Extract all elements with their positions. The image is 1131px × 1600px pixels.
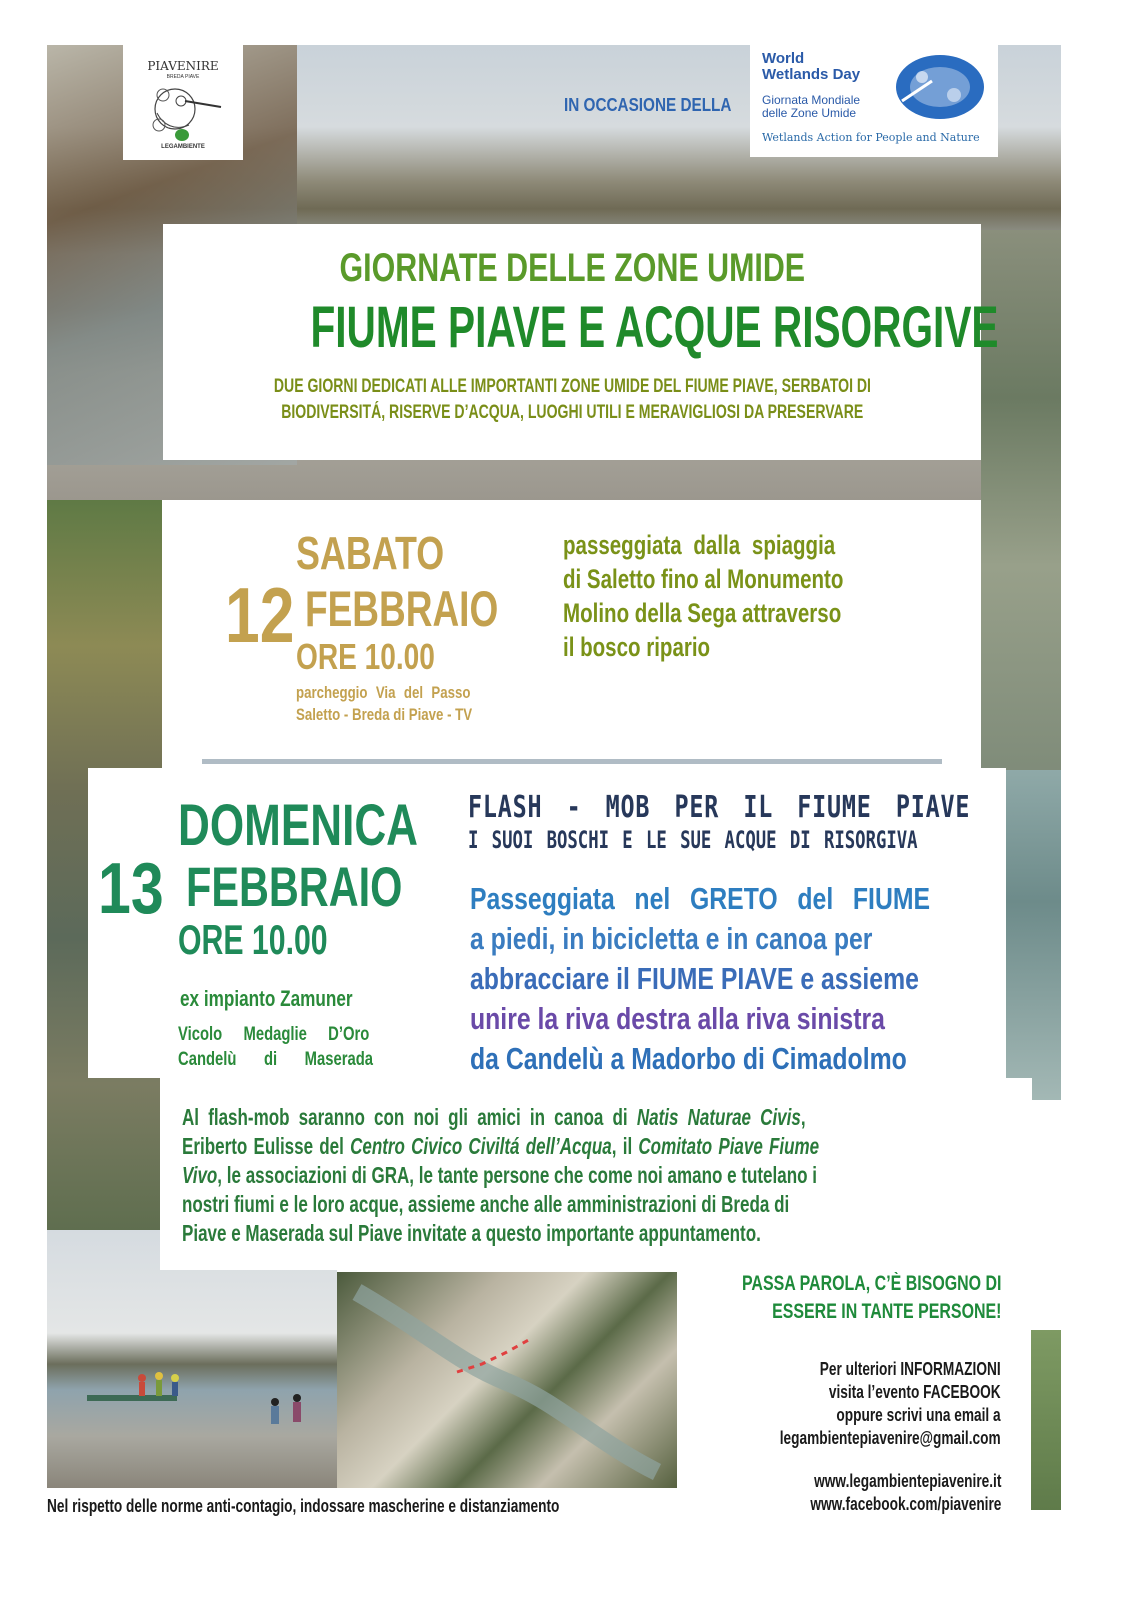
- saturday-desc-4: il bosco ripario: [563, 632, 711, 662]
- wwd-tagline: Wetlands Action for People and Nature: [762, 131, 980, 144]
- sunday-place-3: Candelù di Maserada: [178, 1049, 374, 1070]
- flashmob-title-1: FLASH - MOB PER IL FIUME PIAVE: [468, 790, 971, 825]
- event-subtitle-1: DUE GIORNI DEDICATI ALLE IMPORTANTI ZONE UMIDE DEL FIUME PIAVE, SERBATOI DI: [273, 376, 871, 397]
- world-wetlands-day-logo: [750, 45, 998, 157]
- flashmob-title-2: I SUOI BOSCHI E LE SUE ACQUE DI RISORGIVA: [468, 826, 918, 854]
- section-divider: [202, 759, 942, 764]
- event-title-2: FIUME PIAVE E ACQUE RISORGIVE: [310, 295, 999, 360]
- info-line-1: [780, 1358, 1001, 1381]
- info-2a: visita l’evento: [829, 1382, 924, 1402]
- desc-1c: ,: [800, 1104, 806, 1130]
- contact-email[interactable]: legambientepiavenire@gmail.com: [780, 1428, 1001, 1448]
- sunday-panel: [88, 768, 1006, 1078]
- title-panel: [163, 224, 999, 460]
- piavenire-logo: [123, 45, 243, 160]
- walk-line-5: da Candelù a Madorbo di Cimadolmo: [470, 1041, 907, 1076]
- saturday-day: SABATO: [296, 527, 445, 579]
- aerial-map-photo: [337, 1272, 677, 1488]
- links-wrap: [750, 1470, 1001, 1516]
- callout-wrap: [660, 1270, 1001, 1326]
- natis-naturae-civis: Natis Naturae Civis: [636, 1104, 801, 1130]
- info-1a: Per ulteriori: [820, 1359, 901, 1379]
- sunday-month: FEBBRAIO: [186, 855, 403, 918]
- info-panel: [677, 1270, 1031, 1515]
- desc-line-4: nostri fiumi e le loro acque, assieme anche alle amministrazioni di Breda di: [182, 1191, 790, 1217]
- info-wrap: [710, 1358, 1001, 1450]
- saturday-date: 12: [225, 571, 295, 659]
- saturday-panel: [163, 500, 981, 766]
- safety-note: Nel rispetto delle norme anti-contagio, indossare mascherine e distanziamento: [47, 1496, 560, 1516]
- facebook-link[interactable]: www.facebook.com/piavenire: [809, 1494, 1001, 1514]
- wwd-title-1: World: [762, 50, 805, 67]
- saturday-place-1: parcheggio Via del Passo: [296, 683, 471, 702]
- flashmob-description: [160, 1078, 1032, 1270]
- grass-photo-strip: [1030, 1330, 1061, 1510]
- vivo-italic: Vivo: [182, 1162, 218, 1188]
- saturday-month: FEBBRAIO: [305, 581, 499, 637]
- wetlands-globe-icon: [892, 51, 988, 123]
- centro-civico: Centro Civico Civiltá dell’Acqua: [350, 1133, 612, 1159]
- saturday-time: ORE 10.00: [296, 636, 435, 677]
- desc-line-3: [182, 1162, 817, 1189]
- sunday-place-1: ex impianto Zamuner: [180, 986, 353, 1011]
- desc-line-1: [182, 1104, 806, 1131]
- info-2b: FACEBOOK: [923, 1382, 1001, 1402]
- website-link[interactable]: www.legambientepiavenire.it: [813, 1471, 1001, 1491]
- walk-line-1: Passeggiata nel GRETO del FIUME: [470, 881, 931, 916]
- legambiente-icon: [175, 129, 189, 141]
- sunday-day: DOMENICA: [178, 793, 418, 858]
- saturday-desc-1: passeggiata dalla spiaggia: [563, 530, 836, 560]
- wwd-title-2: Wetlands Day: [762, 66, 861, 83]
- title-line2-wrap: [163, 294, 999, 361]
- callout-line-2: ESSERE IN TANTE PERSONE!: [771, 1300, 1001, 1323]
- info-1b: INFORMAZIONI: [900, 1359, 1001, 1379]
- comitato-piave: Comitato Piave Fiume: [638, 1133, 820, 1159]
- footer-panel: [0, 1488, 680, 1528]
- river-map-icon: [337, 1272, 677, 1488]
- desc-2c: , il: [611, 1133, 639, 1159]
- wwd-it-2: delle Zone Umide: [762, 106, 857, 120]
- sunday-time: ORE 10.00: [178, 916, 328, 963]
- saturday-desc-3: Molino della Sega attraverso: [563, 598, 842, 628]
- walk-line-2: a piedi, in bicicletta e in canoa per: [470, 921, 873, 956]
- desc-3b: , le associazioni di GRA, le tante persone che come noi amano e tutelano i: [217, 1162, 817, 1188]
- title-line1-wrap: [163, 246, 981, 291]
- info-line-2: [780, 1381, 1001, 1404]
- water-photo-strip: [1005, 770, 1061, 1100]
- desc-line-5: Piave e Maserada sul Piave invitate a questo importante appuntamento.: [182, 1220, 761, 1246]
- desc-line-2: [182, 1133, 819, 1160]
- walk-line-4: unire la riva destra alla riva sinistra: [470, 1001, 885, 1036]
- occasion-label: IN OCCASIONE DELLA: [564, 95, 732, 115]
- title-sub1-wrap: [163, 376, 981, 398]
- desc-2a: Eriberto Eulisse del: [182, 1133, 351, 1159]
- callout-line-1: PASSA PAROLA, C’È BISOGNO DI: [741, 1272, 1001, 1295]
- saturday-place-2: Saletto - Breda di Piave - TV: [296, 705, 473, 724]
- event-subtitle-2: BIODIVERSITÁ, RISERVE D’ACQUA, LUOGHI UTILI E MERAVIGLIOSI DA PRESERVARE: [280, 402, 863, 423]
- saturday-desc-2: di Saletto fino al Monumento: [563, 564, 844, 594]
- wwd-it-1: Giornata Mondiale: [762, 93, 861, 107]
- sunday-place-2: Vicolo Medaglie D’Oro: [178, 1024, 370, 1045]
- info-line-3: oppure scrivi una email a: [836, 1405, 1001, 1425]
- logo-subtitle: BREDA PIAVE: [166, 74, 200, 80]
- logo-org: LEGAMBIENTE: [161, 144, 205, 150]
- walk-line-3: abbracciare il FIUME PIAVE e assieme: [470, 961, 919, 996]
- sunday-date: 13: [98, 849, 164, 929]
- event-title-1: GIORNATE DELLE ZONE UMIDE: [339, 246, 805, 290]
- logo-name: PIAVENIRE: [147, 59, 219, 73]
- title-sub2-wrap: [163, 402, 981, 424]
- desc-1a: Al flash-mob saranno con noi gli amici in canoa di: [182, 1104, 637, 1130]
